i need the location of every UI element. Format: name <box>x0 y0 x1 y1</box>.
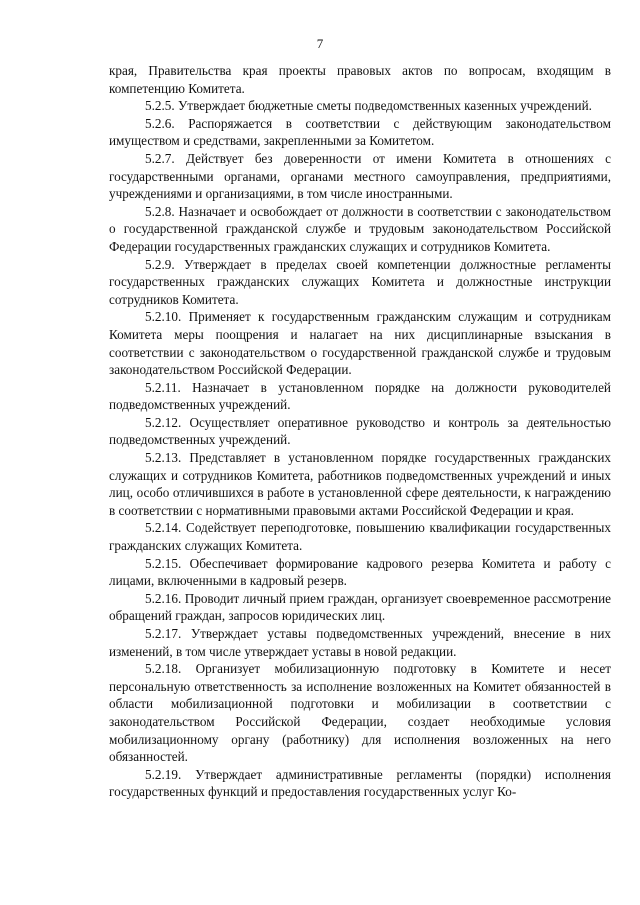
paragraph-5-2-6: 5.2.6. Распоряжается в соответствии с действующим законодательством имуществом и средствами, закрепленными за Комитетом. <box>109 115 611 149</box>
paragraph-5-2-7: 5.2.7. Действует без доверенности от имени Комитета в отношениях с государственными органами, органами местного самоуправления, предприятиями, учреждениями и организациями, в том числе иностранными. <box>109 150 611 202</box>
paragraph-5-2-9: 5.2.9. Утверждает в пределах своей компетенции должностные регламенты государственных гражданских служащих Комитета и должностные инструкции сотрудников Комитета. <box>109 256 611 307</box>
page-number: 7 <box>316 36 324 51</box>
paragraph-5-2-14: 5.2.14. Содействует переподготовке, повышению квалификации государственных гражданских служащих Комитета. <box>109 520 611 554</box>
paragraph-5-2-19: 5.2.19. Утверждает административные регламенты (порядки) исполнения государственных функций и предоставления государственных услуг Ко- <box>109 766 611 800</box>
paragraph-5-2-18: 5.2.18. Организует мобилизационную подготовку в Комитете и несет персональную ответственность за исполнение возложенных на Комитет обязанностей в области мобилизационной подготовки и мобилизации в соответствии с законодательством Российской Федерации, создает необходимые условия мобилизационному органу (работнику) для исполнения возложенных на него обязанностей. <box>109 661 611 765</box>
paragraph-5-2-11: 5.2.11. Назначает в установленном порядке на должности руководителей подведомственных учреждений. <box>109 379 611 413</box>
paragraph-5-2-16: 5.2.16. Проводит личный прием граждан, организует своевременное рассмотрение обращений граждан, запросов юридических лиц. <box>109 590 611 624</box>
paragraph-5-2-17: 5.2.17. Утверждает уставы подведомственных учреждений, внесение в них изменений, в том числе утверждает уставы в новой редакции. <box>109 626 611 659</box>
paragraph-5-2-8: 5.2.8. Назначает и освобождает от должности в соответствии с законодательством о государственной гражданской службе и трудовым законодательством Российской Федерации государственных гражданских служащих и сотрудников Комитета. <box>109 203 611 254</box>
document-body <box>109 62 611 801</box>
paragraph-5-2-10: 5.2.10. Применяет к государственным гражданским служащим и сотрудникам Комитета меры поощрения и налагает на них дисциплинарные взыскания в соответствии с законодательством о государственной гражданской службе и трудовым законодательством Российской Федерации. <box>109 309 611 378</box>
paragraph-5-2-12: 5.2.12. Осуществляет оперативное руководство и контроль за деятельностью подведомственных учреждений. <box>109 414 611 448</box>
paragraph-5-2-15: 5.2.15. Обеспечивает формирование кадрового резерва Комитета и работу с лицами, включенными в кадровый резерв. <box>109 555 611 589</box>
paragraph-5-2-5: 5.2.5. Утверждает бюджетные сметы подведомственных казенных учреждений. <box>145 98 592 114</box>
paragraph-continuation: края, Правительства края проекты правовых актов по вопросам, входящим в компетенцию Комитета. <box>109 63 611 96</box>
paragraph-5-2-13: 5.2.13. Представляет в установленном порядке государственных гражданских служащих и сотрудников Комитета, работников подведомственных учреждений и иных лиц, особо отличившихся в работе в установленной сфере деятельности, к награждению в соответствии с нормативными правовыми актами Российской Федерации и края. <box>109 450 611 518</box>
